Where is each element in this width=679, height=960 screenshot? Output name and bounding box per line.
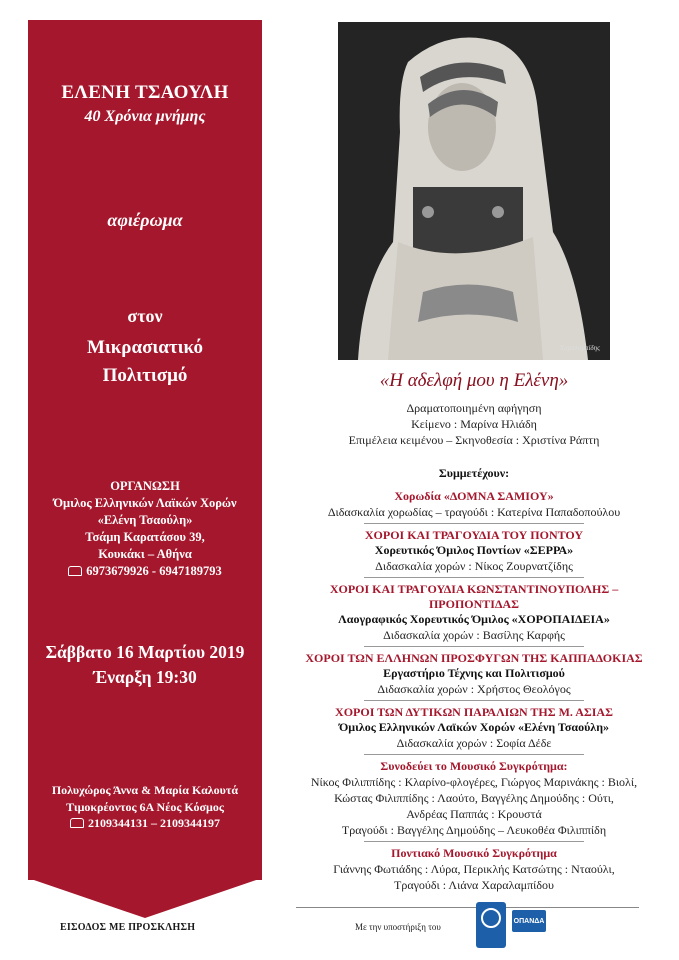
banner-title: ΕΛΕΝΗ ΤΣΑΟΥΛΗ — [61, 82, 229, 103]
venue-phone-row — [28, 815, 262, 832]
org-line-3: Τσάμη Καρατάσου 39, — [85, 530, 205, 544]
section-2-title: ΧΟΡΟΙ ΚΑΙ ΤΡΑΓΟΥΔΙΑ ΤΟΥ ΠΟΝΤΟΥ — [364, 528, 584, 542]
org-heading: ΟΡΓΑΝΩΣΗ — [110, 479, 180, 493]
red-banner — [28, 20, 262, 880]
section-5-title: ΧΟΡΟΙ ΤΩΝ ΔΥΤΙΚΩΝ ΠΑΡΑΛΙΩΝ ΤΗΣ Μ. ΑΣΙΑΣ — [335, 705, 613, 719]
divider — [364, 841, 584, 842]
play-description — [284, 400, 664, 448]
phone-icon — [68, 566, 82, 576]
participants-heading: Συμμετέχουν: — [438, 466, 510, 480]
culture-line-2: Πολιτισμό — [102, 365, 188, 386]
participants-block — [284, 466, 664, 893]
banner-culture — [28, 334, 262, 390]
section-7-line-2: Τραγούδι : Λιάνα Χαραλαμπίδου — [394, 878, 554, 892]
play-line-3: Επιμέλεια κειμένου – Σκηνοθεσία : Χριστίνα Ράπτη — [348, 433, 600, 447]
play-title: «Η αδελφή μου η Ελένη» — [379, 370, 569, 391]
section-4-group: Εργαστήριο Τέχνης και Πολιτισμού — [383, 666, 565, 680]
event-start: Έναρξη 19:30 — [93, 667, 197, 687]
footer-divider — [296, 907, 639, 908]
section-3-title-1: ΧΟΡΟΙ ΚΑΙ ΤΡΑΓΟΥΔΙΑ ΚΩΝΣΤΑΝΤΙΝΟΥΠΟΛΗΣ – — [329, 582, 619, 596]
section-7-title: Ποντιακό Μουσικό Συγκρότημα — [391, 846, 557, 860]
section-1-title: Χορωδία «ΔΟΜΝΑ ΣΑΜΙΟΥ» — [394, 489, 554, 503]
section-1-line: Διδασκαλία χορωδίας – τραγούδι : Κατερίνα Παπαδοπούλου — [327, 505, 621, 519]
sponsor-logo-1 — [476, 902, 506, 948]
org-phone-row — [28, 563, 262, 580]
banner-ston: στον — [127, 306, 163, 326]
divider — [364, 700, 584, 701]
play-line-2: Κείμενο : Μαρίνα Ηλιάδη — [411, 417, 537, 431]
org-line-4: Κουκάκι – Αθήνα — [98, 547, 192, 561]
phone-icon — [70, 818, 84, 828]
section-3-line: Διδασκαλία χορών : Βασίλης Καρφής — [383, 628, 565, 642]
venue-phone: 2109344131 – 2109344197 — [88, 816, 220, 830]
venue-line-2: Τιμοκρέοντος 6Α Νέος Κόσμος — [66, 799, 224, 814]
play-line-1: Δραματοποιημένη αφήγηση — [406, 401, 542, 415]
section-6-line-3: Ανδρέας Παππάς : Κρουστά — [406, 807, 542, 821]
sponsor-logo-2: ΟΠΑΝΔΑ — [512, 910, 546, 932]
ring-icon — [481, 908, 501, 928]
event-date: Σάββατο 16 Μαρτίου 2019 — [45, 642, 245, 662]
org-line-1: Όμιλος Ελληνικών Λαϊκών Χορών — [53, 496, 237, 510]
section-5-line: Διδασκαλία χορών : Σοφία Δέδε — [396, 736, 552, 750]
section-6-title: Συνοδεύει το Μουσικό Συγκρότημα: — [380, 759, 568, 773]
event-date-block — [28, 640, 262, 690]
culture-line-1: Μικρασιατικό — [86, 337, 204, 358]
section-6-line-4: Τραγούδι : Βαγγέλης Δημούδης – Λευκοθέα Φιλιππίδη — [341, 823, 607, 837]
section-2-line: Διδασκαλία χορών : Νίκος Ζουρνατζίδης — [375, 559, 573, 573]
photo-caption: Χαραλαμπίδης — [559, 344, 600, 352]
section-4-title: ΧΟΡΟΙ ΤΩΝ ΕΛΛΗΝΩΝ ΠΡΟΣΦΥΓΩΝ ΤΗΣ ΚΑΠΠΑΔΟΚΙΑΣ — [305, 651, 643, 665]
org-phone: 6973679926 - 6947189793 — [86, 564, 222, 578]
portrait-illustration — [338, 22, 610, 360]
divider — [364, 646, 584, 647]
support-note: Με την υποστήριξη του — [355, 922, 441, 932]
venue-line-1: Πολυχώρος Άννα & Μαρία Καλουτά — [51, 783, 239, 797]
section-6-line-2: Κώστας Φιλιππίδης : Λαούτο, Βαγγέλης Δημούδης : Ούτι, — [334, 791, 614, 805]
banner-point — [28, 878, 262, 918]
entry-note: ΕΙΣΟΔΟΣ ΜΕ ΠΡΟΣΚΛΗΣΗ — [60, 922, 196, 933]
portrait-photo — [338, 22, 610, 360]
section-6-line-1: Νίκος Φιλιππίδης : Κλαρίνο-φλογέρες, Γιώργος Μαρινάκης : Βιολί, — [310, 775, 638, 789]
divider — [364, 523, 584, 524]
divider — [364, 754, 584, 755]
section-3-group: Λαογραφικός Χορευτικός Όμιλος «ΧΟΡΟΠΑΙΔΕΙΑ» — [338, 612, 610, 626]
organization-block — [28, 478, 262, 580]
divider — [364, 577, 584, 578]
banner-subtitle: 40 Χρόνια μνήμης — [84, 108, 206, 125]
section-4-line: Διδασκαλία χορών : Χρήστος Θεολόγος — [377, 682, 571, 696]
venue-block — [28, 782, 262, 832]
section-2-group: Χορευτικός Όμιλος Ποντίων «ΣΕΡΡΑ» — [374, 543, 574, 557]
section-7-line-1: Γιάννης Φωτιάδης : Λύρα, Περικλής Κατσώτης : Νταούλι, — [333, 862, 615, 876]
org-line-2: «Ελένη Τσαούλη» — [97, 513, 193, 527]
banner-tribute: αφιέρωμα — [107, 210, 183, 230]
section-5-group: Όμιλος Ελληνικών Λαϊκών Χορών «Ελένη Τσαούλη» — [338, 720, 610, 734]
section-3-title-2: ΠΡΟΠΟΝΤΙΔΑΣ — [428, 597, 520, 611]
